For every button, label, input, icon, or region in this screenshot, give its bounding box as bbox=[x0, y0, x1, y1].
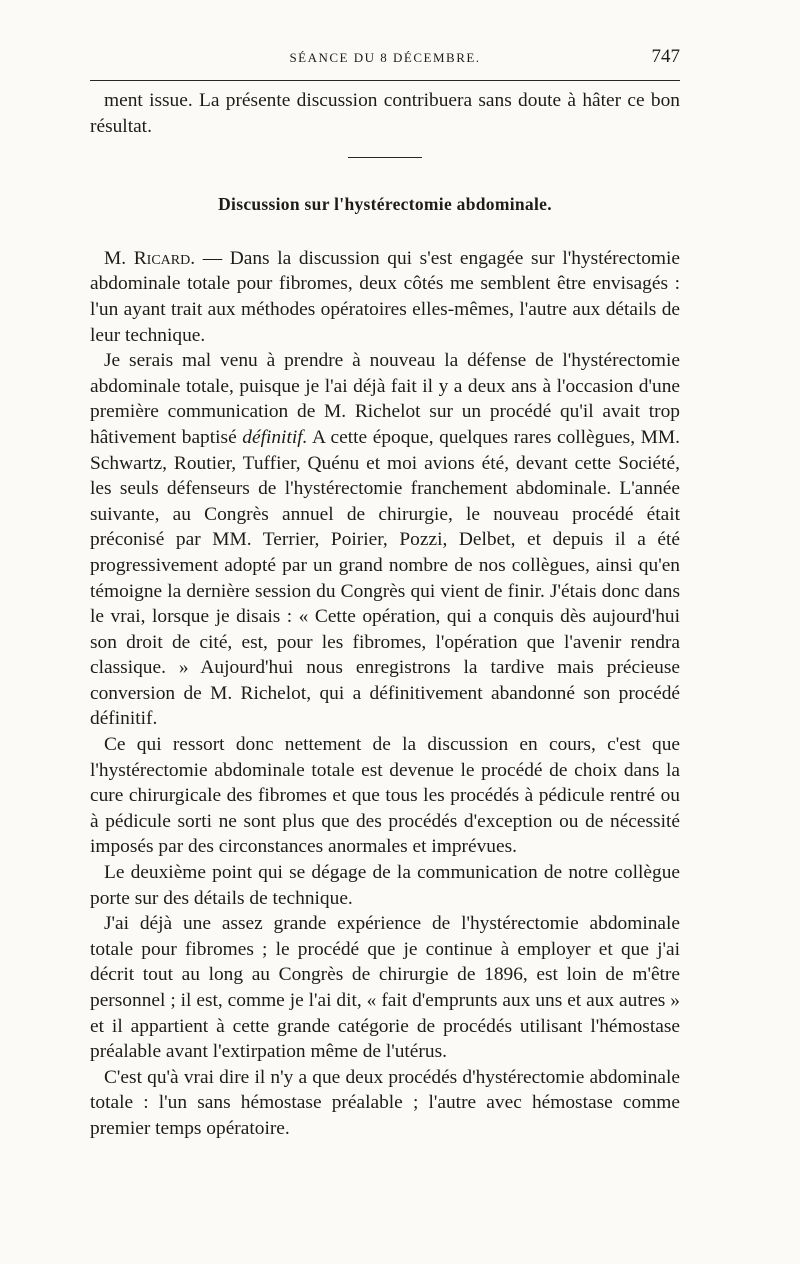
paragraph-3: Ce qui ressort donc nettement de la discussion en cours, c'est que l'hystérectomie abdominale totale est devenue le procédé de choix dans la cure chirurgicale des fibromes et que tous les procédés à pédicule rentré ou à pédicule sorti ne sont plus que des procédés d'exception ou de nécessité imposés par des circonstances anormales et imprévues. bbox=[90, 734, 680, 858]
paragraph-1 bbox=[90, 246, 680, 348]
running-title: SÉANCE DU 8 DÉCEMBRE. bbox=[289, 50, 481, 65]
paragraph-2 bbox=[90, 348, 680, 732]
running-head bbox=[90, 44, 680, 81]
section-heading: Discussion sur l'hystérectomie abdominale. bbox=[218, 194, 552, 215]
section-divider bbox=[348, 157, 422, 158]
speaker-prefix: M. bbox=[104, 247, 134, 269]
paragraph-4: Le deuxième point qui se dégage de la communication de notre collègue porte sur des détails de technique. bbox=[90, 862, 680, 909]
paragraph-2-after: A cette époque, quelques rares collègues, MM. Schwartz, Routier, Tuffier, Quénu et moi avions été, devant cette Société, les seuls défenseurs de l'hystérectomie franchement abdominale. L'année suivante, au Congrès annuel de chirurgie, le nouveau procédé était préconisé par MM. Terrier, Poirier, Pozzi, Delbet, et depuis il a été progressivement adopté par un grand nombre de nos collègues, ainsi qu'en témoigne la dernière session du Congrès qui vient de finir. J'étais donc dans le vrai, lorsque je disais : « Cette opération, qui a conquis dès aujourd'hui son droit de cité, est, pour les fibromes, l'opération que l'avenir rendra classique. » Aujourd'hui nous enregistrons la tardive mais précieuse conversion de M. Richelot, qui a définitivement abandonné son procédé définitif. bbox=[90, 426, 680, 730]
paragraph-6: C'est qu'à vrai dire il n'y a que deux procédés d'hystérectomie abdominale totale : l'un sans hémostase préalable ; l'autre avec hémostase comme premier temps opératoire. bbox=[90, 1066, 680, 1139]
intro-paragraph: ment issue. La présente discussion contribuera sans doute à hâter ce bon résultat. bbox=[90, 90, 680, 137]
body-text bbox=[90, 88, 680, 1142]
paragraph-5: J'ai déjà une assez grande expérience de l'hystérectomie abdominale totale pour fibromes ; le procédé que je continue à employer et que j'ai décrit tout au long au Congrès de chirurgie de 1896, est loin de m'être personnel ; il est, comme je l'ai dit, « fait d'emprunts aux uns et aux autres » et il appartient à cette grande catégorie de procédés utilisant l'hémostase préalable avant l'extirpation même de l'utérus. bbox=[90, 913, 680, 1063]
paragraph-2-italic: définitif. bbox=[242, 426, 308, 448]
paragraph-2-before: Je serais mal venu à prendre à nouveau la défense de l'hystérectomie abdominale totale, puisque je l'ai déjà fait il y a deux ans à l'occasion d'une première communication de M. Richelot sur un procédé qu'il avait trop hâtivement baptisé bbox=[90, 350, 680, 448]
page-number: 747 bbox=[651, 46, 680, 67]
paragraph-1-text: — Dans la discussion qui s'est engagée sur l'hystérectomie abdominale totale pour fibromes, deux côtés me semblent être envisagés : l'un ayant trait aux méthodes opératoires elles-mêmes, l'autre aux détails de leur technique. bbox=[90, 247, 681, 346]
speaker-name: Ricard. bbox=[133, 247, 196, 269]
